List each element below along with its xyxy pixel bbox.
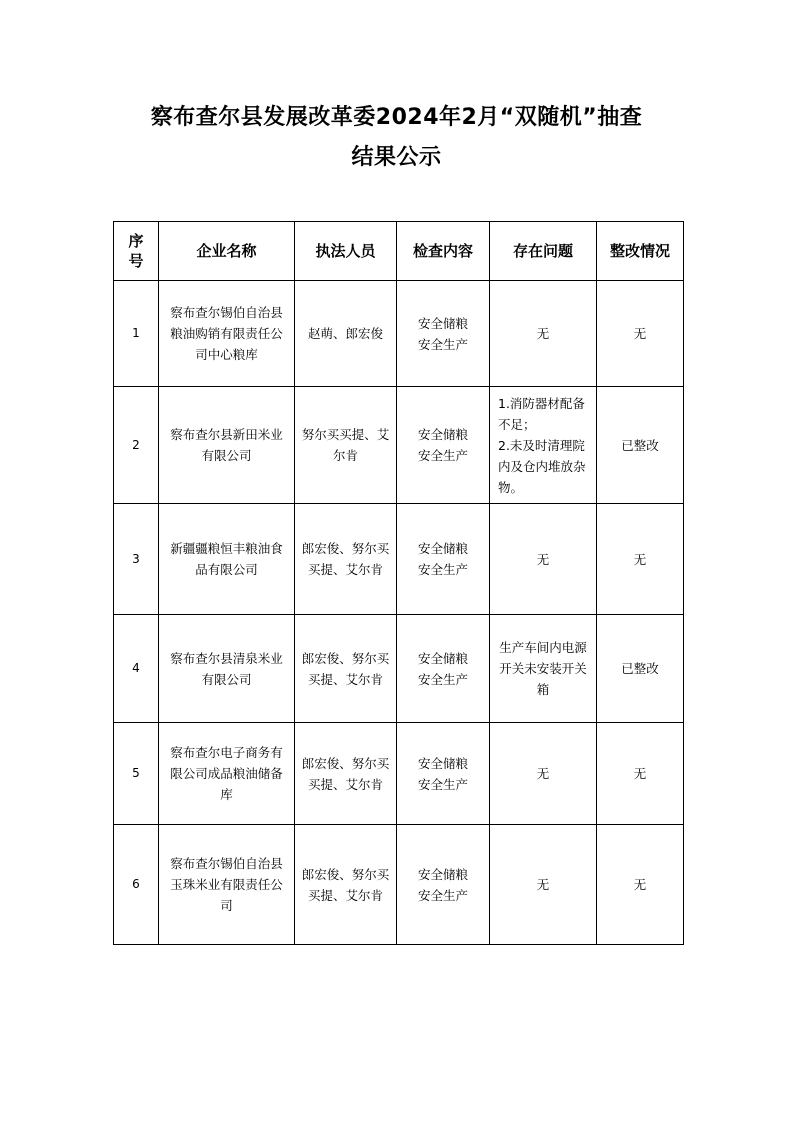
- cell-company: 察布查尔锡伯自治县玉珠米业有限责任公司: [159, 825, 295, 945]
- document-title-line-2: 结果公示: [351, 145, 442, 170]
- cell-company: 察布查尔县新田米业有限公司: [159, 387, 295, 504]
- cell-content: 安全储粮安全生产: [397, 615, 490, 723]
- cell-content: 安全储粮安全生产: [397, 723, 490, 825]
- cell-staff: 郎宏俊、努尔买买提、艾尔肯: [295, 615, 397, 723]
- cell-issues: 无: [490, 281, 597, 387]
- cell-seq: 6: [114, 825, 159, 945]
- header-seq: 序号: [114, 222, 159, 281]
- cell-company: 新疆疆粮恒丰粮油食品有限公司: [159, 504, 295, 615]
- cell-issues: 无: [490, 825, 597, 945]
- cell-issues: 生产车间内电源开关未安装开关箱: [490, 615, 597, 723]
- inspection-results-table: [113, 221, 684, 945]
- cell-seq: 4: [114, 615, 159, 723]
- cell-company: 察布查尔电子商务有限公司成品粮油储备库: [159, 723, 295, 825]
- table-row: [114, 281, 684, 387]
- cell-rectification: 已整改: [597, 615, 684, 723]
- cell-staff: 郎宏俊、努尔买买提、艾尔肯: [295, 723, 397, 825]
- cell-staff: 赵萌、郎宏俊: [295, 281, 397, 387]
- header-staff: 执法人员: [295, 222, 397, 281]
- cell-rectification: 无: [597, 281, 684, 387]
- cell-rectification: 无: [597, 723, 684, 825]
- cell-staff: 郎宏俊、努尔买买提、艾尔肯: [295, 825, 397, 945]
- table-row: [114, 387, 684, 504]
- document-title: 察布查尔县发展改革委2024年2月“双随机”抽查: [150, 105, 643, 130]
- header-content: 检查内容: [397, 222, 490, 281]
- header-issues: 存在问题: [490, 222, 597, 281]
- table-row: [114, 615, 684, 723]
- header-rectification: 整改情况: [597, 222, 684, 281]
- table-row: [114, 504, 684, 615]
- cell-staff: 郎宏俊、努尔买买提、艾尔肯: [295, 504, 397, 615]
- cell-company: 察布查尔锡伯自治县粮油购销有限责任公司中心粮库: [159, 281, 295, 387]
- cell-content: 安全储粮安全生产: [397, 387, 490, 504]
- cell-staff: 努尔买买提、艾尔肯: [295, 387, 397, 504]
- cell-seq: 1: [114, 281, 159, 387]
- table-row: [114, 825, 684, 945]
- cell-seq: 3: [114, 504, 159, 615]
- cell-content: 安全储粮安全生产: [397, 504, 490, 615]
- cell-rectification: 无: [597, 504, 684, 615]
- table-row: [114, 723, 684, 825]
- cell-company: 察布查尔县清泉米业有限公司: [159, 615, 295, 723]
- header-company: 企业名称: [159, 222, 295, 281]
- cell-issues: 无: [490, 504, 597, 615]
- cell-issues: 无: [490, 723, 597, 825]
- cell-rectification: 无: [597, 825, 684, 945]
- cell-content: 安全储粮安全生产: [397, 825, 490, 945]
- cell-content: 安全储粮安全生产: [397, 281, 490, 387]
- cell-seq: 5: [114, 723, 159, 825]
- cell-seq: 2: [114, 387, 159, 504]
- table-header-row: [114, 222, 684, 281]
- cell-rectification: 已整改: [597, 387, 684, 504]
- cell-issues: 1.消防器材配备不足； 2.未及时清理院内及仓内堆放杂物。: [490, 387, 597, 504]
